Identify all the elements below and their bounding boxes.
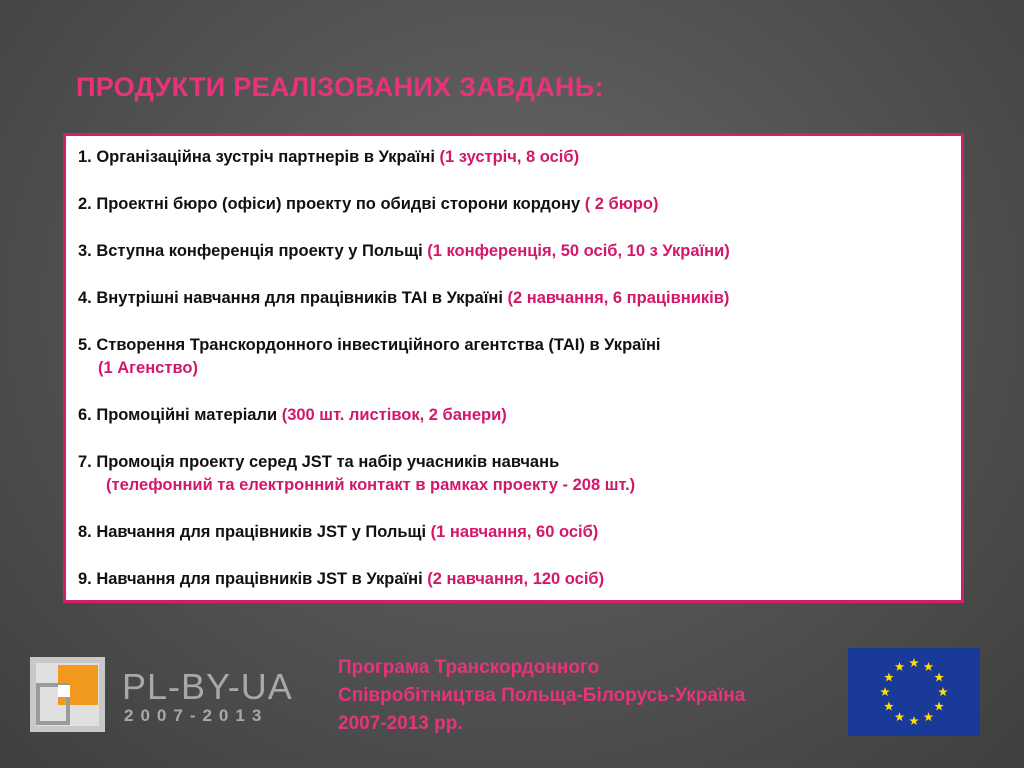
- item-highlight: (1 Агенство): [98, 359, 198, 377]
- item-highlight: (300 шт. листівок, 2 банери): [281, 406, 507, 424]
- logo-name: PL-BY-UA: [122, 666, 293, 707]
- item-highlight: ( 2 бюро): [584, 195, 659, 213]
- list-item: [78, 334, 951, 380]
- products-list: [63, 133, 964, 603]
- item-text: 9. Навчання для працівників JST в Україні: [78, 570, 428, 588]
- list-item: [78, 193, 951, 216]
- program-line: Співробітництва Польща-Білорусь-Україна: [338, 685, 746, 706]
- item-highlight: (1 конференція, 50 осіб, 10 з України): [427, 242, 730, 260]
- item-text: 6. Промоційні матеріали: [78, 406, 282, 424]
- item-highlight: (1 зустріч, 8 осіб): [439, 148, 580, 166]
- list-item: [78, 521, 951, 544]
- item-highlight: (телефонний та електронний контакт в рамках проекту - 208 шт.): [106, 476, 636, 494]
- program-caption: [338, 654, 745, 738]
- list-item: [78, 240, 951, 263]
- program-line: Програма Транскордонного: [338, 657, 600, 678]
- list-item: [78, 146, 951, 169]
- logo-years: 2007-2013: [124, 706, 269, 725]
- item-highlight: (1 навчання, 60 осіб): [430, 523, 599, 541]
- slide-title: ПРОДУКТИ РЕАЛІЗОВАНИХ ЗАВДАНЬ:: [76, 72, 604, 102]
- eu-flag-icon: [848, 648, 980, 736]
- program-line: 2007-2013 рр.: [338, 713, 463, 734]
- list-item: [78, 568, 951, 591]
- item-highlight: (2 навчання, 6 працівників): [507, 289, 730, 307]
- program-logo-icon: [30, 657, 105, 732]
- item-text: 1. Організаційна зустріч партнерів в Україні: [78, 148, 440, 166]
- list-item: [78, 287, 951, 310]
- list-item: [78, 451, 951, 497]
- item-text: 5. Створення Транскордонного інвестиційного агентства (ТАІ) в Україні: [78, 336, 661, 354]
- item-text: 4. Внутрішні навчання для працівників ТАІ в Україні: [78, 289, 508, 307]
- item-highlight: (2 навчання, 120 осіб): [427, 570, 605, 588]
- item-text: 3. Вступна конференція проекту у Польщі: [78, 242, 428, 260]
- item-text: 8. Навчання для працівників JST у Польщі: [78, 523, 431, 541]
- item-text: 2. Проектні бюро (офіси) проекту по обидві сторони кордону: [78, 195, 585, 213]
- item-text: 7. Промоція проекту серед JST та набір учасників навчань: [78, 453, 560, 471]
- list-item: [78, 404, 951, 427]
